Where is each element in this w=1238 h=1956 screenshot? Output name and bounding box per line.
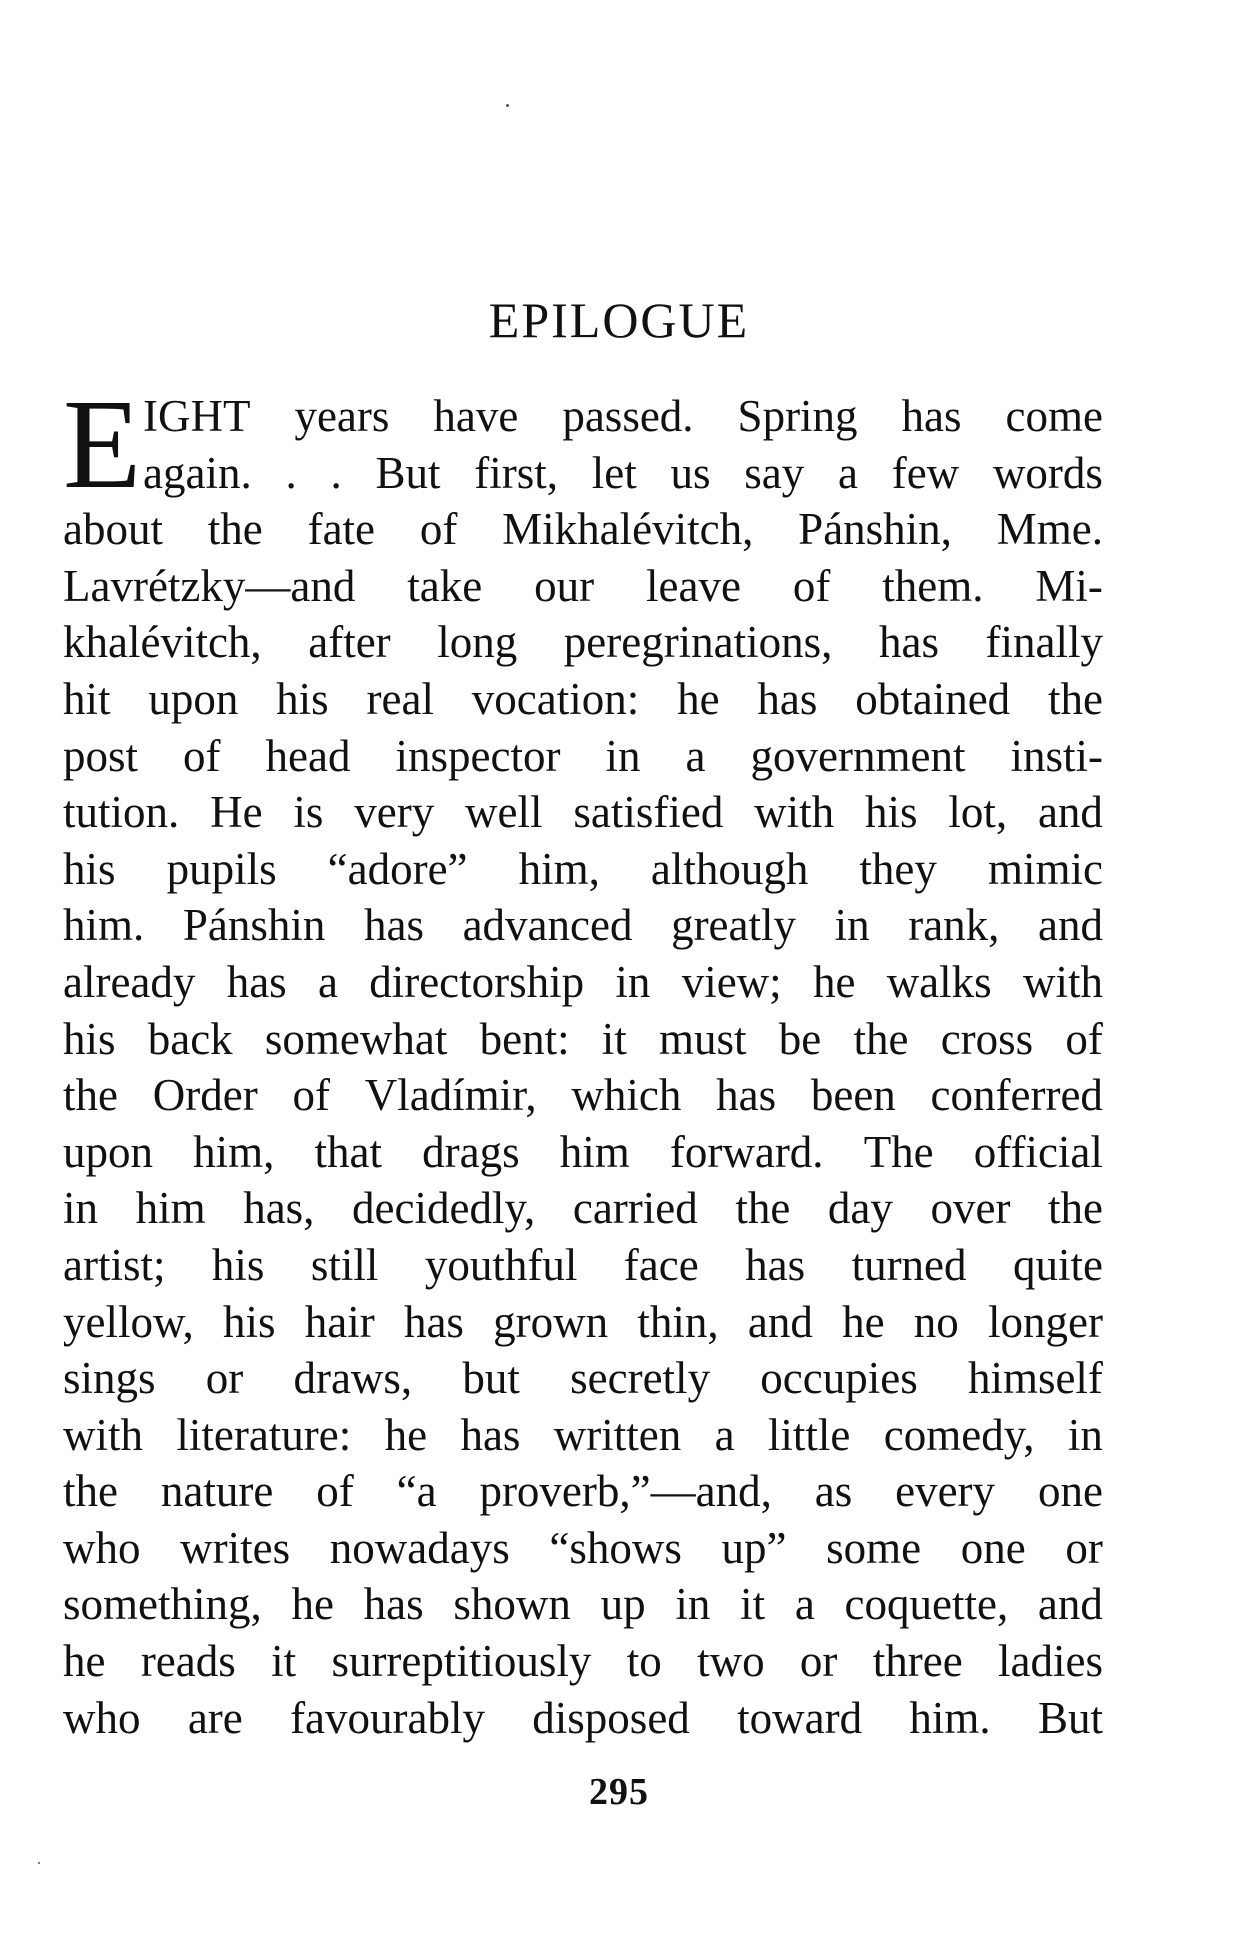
text-line — [63, 1690, 1103, 1747]
text-line — [63, 614, 1103, 671]
line-text: his back somewhat bent: it must be the cross of — [63, 1013, 1103, 1064]
text-line — [63, 1407, 1103, 1464]
dust-speck — [506, 104, 509, 107]
line-text: artist; his still youthful face has turned quite — [63, 1239, 1103, 1290]
line-text: post of head inspector in a government insti- — [63, 730, 1103, 781]
line-text: he reads it surreptitiously to two or three ladies — [63, 1636, 1103, 1687]
text-line — [63, 671, 1103, 728]
line-text: again. . . But first, let us say a few words — [143, 447, 1103, 498]
chapter-title: EPILOGUE — [488, 292, 750, 348]
line-text: with literature: he has written a little comedy, in — [63, 1409, 1103, 1460]
text-line — [63, 1633, 1103, 1690]
line-text: who writes nowadays “shows up” some one or — [63, 1522, 1103, 1573]
text-line — [63, 1350, 1103, 1407]
drop-cap: E — [63, 373, 142, 515]
line-text: already has a directorship in view; he walks with — [63, 956, 1103, 1007]
text-line — [63, 1237, 1103, 1294]
line-text: in him has, decidedly, carried the day over the — [63, 1183, 1103, 1234]
text-line — [63, 1294, 1103, 1351]
line-text: his pupils “adore” him, although they mimic — [63, 843, 1103, 894]
line-text: about the fate of Mikhalévitch, Pánshin, Mme. — [63, 504, 1103, 555]
text-line — [63, 1463, 1103, 1520]
text-line — [63, 897, 1103, 954]
line-text: hit upon his real vocation: he has obtained the — [63, 673, 1103, 724]
line-text: sings or draws, but secretly occupies himself — [63, 1353, 1103, 1404]
dust-speck — [38, 1862, 40, 1864]
line-text: khalévitch, after long peregrinations, has finally — [63, 617, 1103, 668]
text-line — [63, 1011, 1103, 1068]
text-line — [63, 501, 1103, 558]
text-line — [63, 558, 1103, 615]
line-text: upon him, that drags him forward. The official — [63, 1126, 1103, 1177]
line-text: him. Pánshin has advanced greatly in rank, and — [63, 900, 1103, 951]
opening-paragraph — [63, 373, 1103, 515]
text-line — [63, 784, 1103, 841]
line-text: yellow, his hair has grown thin, and he no longer — [63, 1296, 1103, 1347]
text-line — [63, 1576, 1103, 1633]
line-text: the nature of “a proverb,”—and, as every one — [63, 1466, 1103, 1517]
text-line — [143, 445, 1103, 502]
line-text: who are favourably disposed toward him. But — [63, 1692, 1103, 1743]
line-text: Lavrétzky—and take our leave of them. Mi- — [63, 560, 1103, 611]
text-lines — [63, 501, 1103, 1746]
text-line — [63, 841, 1103, 898]
body-text — [63, 373, 1103, 1746]
line-text: the Order of Vladímir, which has been conferred — [63, 1070, 1103, 1121]
line-text: tution. He is very well satisfied with his lot, and — [63, 787, 1103, 838]
text-line — [63, 954, 1103, 1011]
text-line — [63, 1520, 1103, 1577]
line-text: IGHT years have passed. Spring has come — [143, 391, 1103, 441]
line-text: something, he has shown up in it a coquette, and — [63, 1579, 1103, 1630]
page-number: 295 — [589, 1771, 649, 1813]
text-line — [63, 728, 1103, 785]
text-line — [63, 1180, 1103, 1237]
text-line — [63, 1124, 1103, 1181]
text-line — [63, 1067, 1103, 1124]
text-line — [143, 388, 1103, 445]
